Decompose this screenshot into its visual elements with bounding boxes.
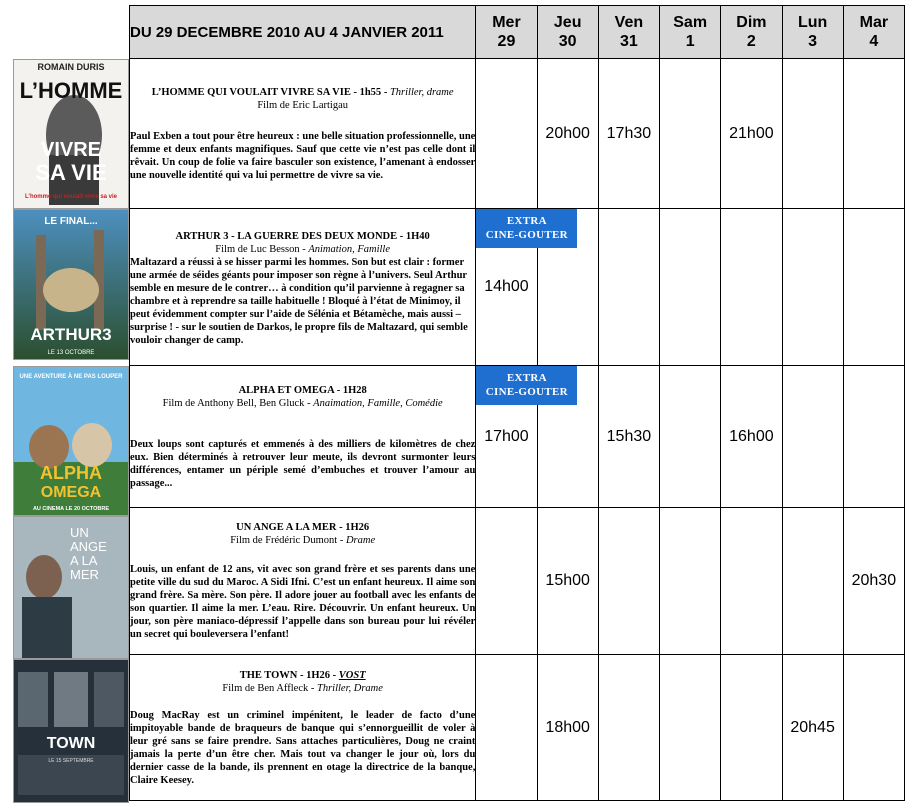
showtime: 15h30 [598,366,659,508]
schedule-title: DU 29 DECEMBRE 2010 AU 4 JANVIER 2011 [130,6,476,59]
showtime [782,508,843,655]
poster-text: OMEGA [40,484,102,501]
showtime [843,59,904,209]
poster-text: ARTHUR3 [30,325,112,344]
day-number: 1 [685,33,695,50]
film-director-text: Film de Luc Besson [215,244,300,255]
showtime [476,59,537,209]
showtime [721,508,782,655]
poster-text: MER [70,567,99,582]
day-header [721,6,782,59]
poster-text: LE 15 SEPTEMBRE [48,758,94,764]
film-title: ALPHA ET OMEGA - 1H28 [238,384,367,396]
film-director: Film de Frédéric Dumont - Drame [230,535,376,546]
day-name: Dim [736,14,767,31]
poster-text: A LA [70,553,98,568]
day-name: Mar [859,14,889,31]
poster-text: L’homme qui voulait vivre sa vie [24,194,118,200]
poster-image [14,660,128,802]
vost-label: VOST [338,669,366,681]
poster-text: TOWN [46,735,96,752]
showtime: 17h30 [598,59,659,209]
poster-text: ALPHA [40,463,102,483]
film-genre: Thriller, drame [389,86,454,98]
film-info [130,655,476,801]
showtime: 14h00 [484,278,529,295]
day-name: Lun [797,14,828,31]
badge-line: CINE-GOUTER [485,229,568,241]
film-row [130,655,905,801]
showtime [782,209,843,366]
film-title: L’HOMME QUI VOULAIT VIVRE SA VIE - 1h55 - Thriller, drame [151,86,454,98]
showtime [476,655,537,801]
day-name: Jeu [553,14,582,31]
poster-un-ange-a-la-mer [13,516,129,659]
day-header [598,6,659,59]
poster-alpha-et-omega [13,366,129,516]
film-row [130,209,905,366]
poster-text: UNE AVENTURE À NE PAS LOUPER [19,374,123,380]
film-director: Film de Ben Affleck - Thriller, Drame [222,682,383,694]
showtime: 20h00 [537,59,598,209]
film-title-text: THE TOWN - 1H26 - [239,669,339,681]
film-title [130,669,475,682]
schedule-table [129,5,905,801]
day-number: 4 [869,33,879,50]
poster-text: L’HOMME [19,78,123,103]
film-row [130,366,905,508]
poster-text: VIVRE [40,139,102,161]
showtime [843,655,904,801]
showtime [476,508,537,655]
day-header [782,6,843,59]
film-director-text: Film de Ben Affleck [222,682,309,694]
showtime: 20h30 [843,508,904,655]
film-genre: Anaimation, Famille, Comédie [313,397,443,409]
poster-image [14,517,128,658]
film-info [130,366,476,508]
poster-image [14,210,128,359]
showtime [721,209,782,366]
day-name: Mer [492,14,521,31]
poster-text: UN [70,525,89,540]
day-number: 2 [746,33,756,50]
showtime: 17h00 [484,427,529,445]
poster-text: LE 13 OCTOBRE [47,350,95,356]
film-info [130,209,476,366]
film-info [130,59,476,209]
day-header [660,6,721,59]
poster-l-homme-qui-voulait-vivre-sa-vie [13,59,129,209]
film-synopsis: Paul Exben a tout pour être heureux : une belle situation professionnelle, une femme et deux enfants magnifiques. Sauf que cette vie n’est pas celle dont il rêvait. Un coup de folie va faire basculer son existence, l’amenant à endosser une nouvelle identité qui va lui permettre de vivre sa vie. [130,130,476,181]
film-synopsis: Doug MacRay est un criminel impénitent, le leader de facto d’une impitoyable bande de braqueurs de banque qui s’ennorgueillit de voler à leur gré sans se faire prendre. Sans attaches particulières, Doug ne craint jamais la perte d’un être cher. Mais tout va changer le jour où, lors du dernier casse de la bande, ils prennent en otage la directrice de la banque, Claire Keesey. [130,709,476,786]
poster-text: LE FINAL... [44,216,98,227]
badge-line: EXTRA [506,215,547,227]
showtime-cell [476,366,568,508]
day-header [476,6,537,59]
film-title: UN ANGE A LA MER - 1H26 [236,522,370,533]
day-number: 29 [497,33,516,50]
film-row [130,508,905,655]
showtime [598,655,659,801]
film-title-text: L’HOMME QUI VOULAIT VIVRE SA VIE - 1h55 [151,86,382,98]
showtime [660,366,721,508]
day-number: 31 [620,33,638,50]
film-director-text: Film de Anthony Bell, Ben Gluck [162,397,305,409]
day-number: 3 [808,33,818,50]
poster-image [14,60,128,208]
poster-arthur-3 [13,209,129,360]
showtime [843,366,904,508]
showtime: 20h45 [782,655,843,801]
film-director: Film de Eric Lartigau [257,99,348,111]
film-genre: Drame [345,535,376,546]
film-info [130,508,476,655]
day-header [843,6,904,59]
poster-the-town [13,659,129,803]
showtime: 18h00 [537,655,598,801]
film-synopsis: Maltazard a réussi à se hisser parmi les hommes. Son but est clair : former une armée de séides géants pour imposer son règne à l’univers. Seul Arthur semble en mesure de le contrer… à condition qu’il parvienne à regagner sa chambre et à reprendre sa taille habituelle ! Bloqué à l’état de Minimoy, il peut évidemment compter sur l’aide de Sélénia et Bétamèche, mais aussi – surprise ! - sur le soutien de Darkos, le propre fils de Maltazard, qui semble vouloir changer de camp. [130,257,468,346]
poster-text: AU CINEMA LE 20 OCTOBRE [32,506,110,512]
film-director: Film de Anthony Bell, Ben Gluck - Anaimation, Famille, Comédie [162,397,443,409]
day-number: 30 [558,33,577,50]
showtime: 16h00 [721,366,782,508]
film-synopsis: Louis, un enfant de 12 ans, vit avec son grand frère et ses parents dans une petite ville du sud du Maroc. A Sidi Ifni. C’est un enfant heureux. Il aime son grand frère. Sa mère. Son père. Il adore jouer au football avec les enfants de son quartier. Il aime la mer. L’eau. Rire. Découvrir. Un enfant heureux. Un jour, son père maniaco-dépressif l’appelle dans son bureau pour lui révéler un secret qui bouleversera l’enfant! [130,564,476,640]
showtime [537,209,598,366]
showtime [721,655,782,801]
showtime [660,655,721,801]
poster-image [14,367,128,515]
showtime-cell [476,209,568,366]
showtime [598,209,659,366]
showtime [843,209,904,366]
poster-text: ANGE [70,539,107,554]
film-genre: Animation, Famille [308,244,391,255]
showtime [782,366,843,508]
day-name: Ven [614,14,644,31]
showtime: 21h00 [721,59,782,209]
day-header [537,6,598,59]
badge-line: CINE-GOUTER [485,386,568,398]
showtime [782,59,843,209]
film-director-text: Film de Frédéric Dumont [230,535,338,546]
badge-line: EXTRA [506,372,547,384]
day-name: Sam [673,14,708,31]
showtime [660,508,721,655]
film-title: ARTHUR 3 - LA GUERRE DES DEUX MONDE - 1H40 [175,231,430,242]
film-row [130,59,905,209]
showtime [598,508,659,655]
film-genre: Thriller, Drame [316,682,383,694]
header-row [130,6,905,59]
film-director: Film de Luc Besson - Animation, Famille [215,244,391,255]
showtime [537,366,598,508]
showtime: 15h00 [537,508,598,655]
showtime [660,209,721,366]
poster-text: ROMAIN DURIS [37,62,105,72]
film-synopsis: Deux loups sont capturés et emmenés à des milliers de kilomètres de chez eux. Bien déterminés à retrouver leur meute, ils devront surmonter leurs différences, entamer un périple semé d’embuches et trouver l’amour au passage... [130,438,476,489]
showtime [660,59,721,209]
poster-text: SA VIE [35,160,107,185]
